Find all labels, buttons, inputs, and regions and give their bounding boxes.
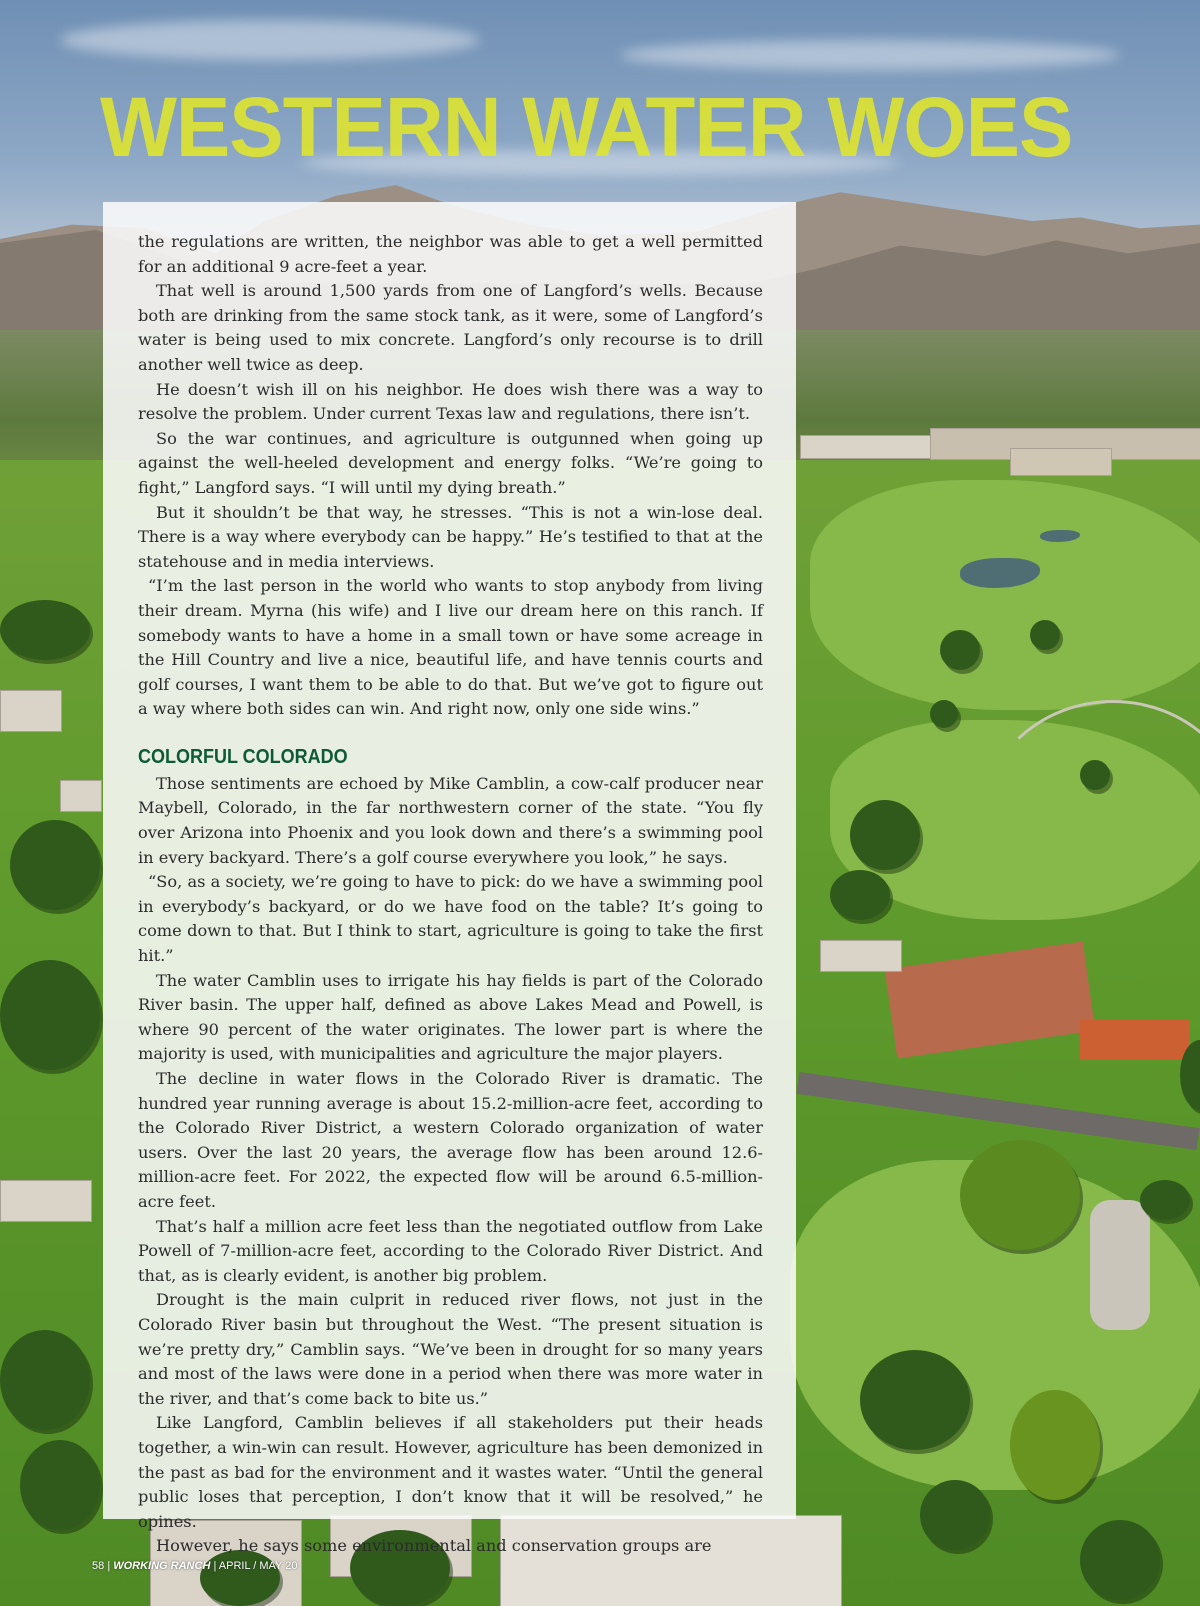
body-paragraph: Those sentiments are echoed by Mike Camblin, a cow-calf producer near Maybell, Colorado, in the far northwestern corner of the state. “You fly over Arizona into Phoenix and you look down and there’s a swimming pool in every backyard. There’s a golf course everywhere you look,” he says. [138, 773, 763, 867]
body-paragraph: the regulations are written, the neighbor was able to get a well permitted for an additional 9 acre-feet a year. [138, 232, 763, 276]
paragraphs-after-subhead [138, 772, 763, 1559]
section-subhead: COLORFUL COLORADO [138, 745, 348, 768]
body-paragraph: Like Langford, Camblin believes if all stakeholders put their heads together, a win-win can result. However, agriculture has been demonized in the past as bad for the environment and it wastes water. “Until the general public loses that perception, I don’t know that it will be resolved,” he opines. [138, 1413, 763, 1531]
paragraphs-before-subhead [138, 230, 763, 722]
body-paragraph: So the war continues, and agriculture is outgunned when going up against the well-heeled development and energy folks. “We’re going to fight,” Langford says. “I will until my dying breath.” [138, 428, 763, 497]
article-text-panel [103, 202, 796, 1556]
body-paragraph: He doesn’t wish ill on his neighbor. He does wish there was a way to resolve the problem. Under current Texas law and regulations, there isn’t. [138, 379, 763, 424]
article-title: WESTERN WATER WOES [100, 80, 1073, 174]
article-body [138, 230, 763, 1559]
footer-separator: | [107, 1560, 111, 1572]
body-paragraph: That well is around 1,500 yards from one of Langford’s wells. Because both are drinking from the same stock tank, as it were, some of Langford’s water is being used to mix concrete. Langford’s only recourse is to drill another well twice as deep. [138, 281, 763, 374]
footer-separator: | [213, 1560, 217, 1572]
body-paragraph: The water Camblin uses to irrigate his hay fields is part of the Colorado River basin. The upper half, defined as above Lakes Mead and Powell, is where 90 percent of the water originates. The lower part is where the majority is used, with municipalities and agriculture the major players. [138, 970, 763, 1064]
magazine-name: WORKING RANCH [113, 1560, 211, 1572]
issue-date: APRIL / MAY 20 [218, 1560, 298, 1572]
page-number: 58 [92, 1560, 105, 1572]
body-paragraph: That’s half a million acre feet less than the negotiated outflow from Lake Powell of 7-million-acre feet, according to the Colorado River District. And that, as is clearly evident, is another big problem. [138, 1216, 763, 1285]
body-paragraph: But it shouldn’t be that way, he stresses. “This is not a win-lose deal. There is a way where everybody can be happy.” He’s testified to that at the statehouse and in media interviews. [138, 502, 763, 571]
body-paragraph: Drought is the main culprit in reduced river flows, not just in the Colorado River basin but throughout the West. “The present situation is we’re pretty dry,” Camblin says. “We’ve been in drought for so many years and most of the laws were done in a period when there was more water in the river, and that’s come back to bite us.” [138, 1290, 763, 1408]
body-paragraph: “So, as a society, we’re going to have to pick: do we have a swimming pool in everybody’s backyard, or do we have food on the table? It’s going to come down to that. But I think to start, agriculture is going to take the first hit.” [138, 872, 763, 966]
body-paragraph: However, he says some environmental and conservation groups are [156, 1536, 712, 1556]
page-footer [92, 1560, 297, 1572]
body-paragraph: “I’m the last person in the world who wants to stop anybody from living their dream. Myrna (his wife) and I live our dream here on this ranch. If somebody wants to have a home in a small town or have some acreage in the Hill Country and live a nice, beautiful life, and have tennis courts and golf courses, I want them to be able to do that. But we’ve got to figure out a way where both sides can win. And right now, only one side wins.” [138, 576, 763, 719]
body-paragraph: The decline in water flows in the Colorado River is dramatic. The hundred year running average is about 15.2-million-acre feet, according to the Colorado River District, a western Colorado organization of water users. Over the last 20 years, the average flow has been around 12.6-million-acre feet. For 2022, the expected flow will be around 6.5-million-acre feet. [138, 1069, 763, 1211]
